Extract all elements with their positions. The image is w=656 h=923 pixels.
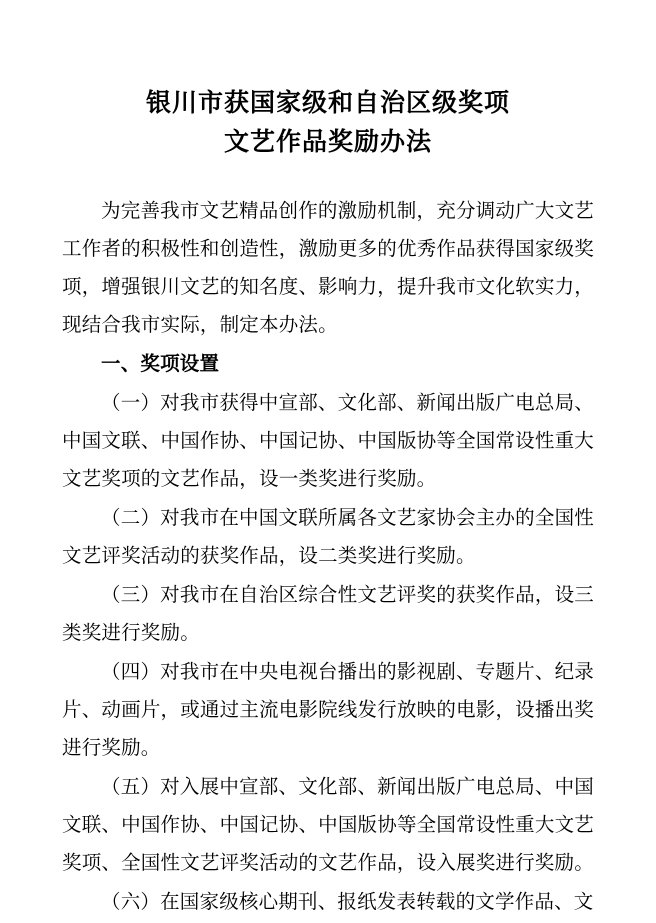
paragraph-item-3: （三）对我市在自治区综合性文艺评奖的获奖作品，设三类奖进行奖励。	[62, 582, 594, 644]
paragraph-item-2: （二）对我市在中国文联所属各文艺家协会主办的全国性文艺评奖活动的获奖作品，设二类奖进行奖励。	[62, 505, 594, 567]
paragraph-item-6: （六）在国家级核心期刊、报纸发表转载的文学作品、文	[101, 889, 594, 913]
page-title-line-2: 文艺作品奖励办法	[223, 126, 432, 156]
paragraph-item-5: （五）对入展中宣部、文化部、新闻出版广电总局、中国文联、中国作协、中国记协、中国版协等全国常设性重大文艺奖项、全国性文艺评奖活动的文艺作品，设入展奖进行奖励。	[62, 774, 594, 874]
document-body	[62, 192, 594, 921]
section-heading-awards: 一、奖项设置	[101, 351, 220, 375]
page-title	[62, 84, 594, 162]
paragraph-intro: 为完善我市文艺精品创作的激励机制，充分调动广大文艺工作者的积极性和创造性，激励更多的优秀作品获得国家级奖项，增强银川文艺的知名度、影响力，提升我市文化软实力，现结合我市实际，制定本办法。	[62, 198, 594, 336]
paragraph-item-4: （四）对我市在中央电视台播出的影视剧、专题片、纪录片、动画片，或通过主流电影院线发行放映的电影，设播出奖进行奖励。	[62, 659, 594, 759]
page-title-line-1: 银川市获国家级和自治区级奖项	[145, 88, 510, 117]
paragraph-item-1: （一）对我市获得中宣部、文化部、新闻出版广电总局、中国文联、中国作协、中国记协、中国版协等全国常设性重大文艺奖项的文艺作品，设一类奖进行奖励。	[62, 390, 594, 490]
